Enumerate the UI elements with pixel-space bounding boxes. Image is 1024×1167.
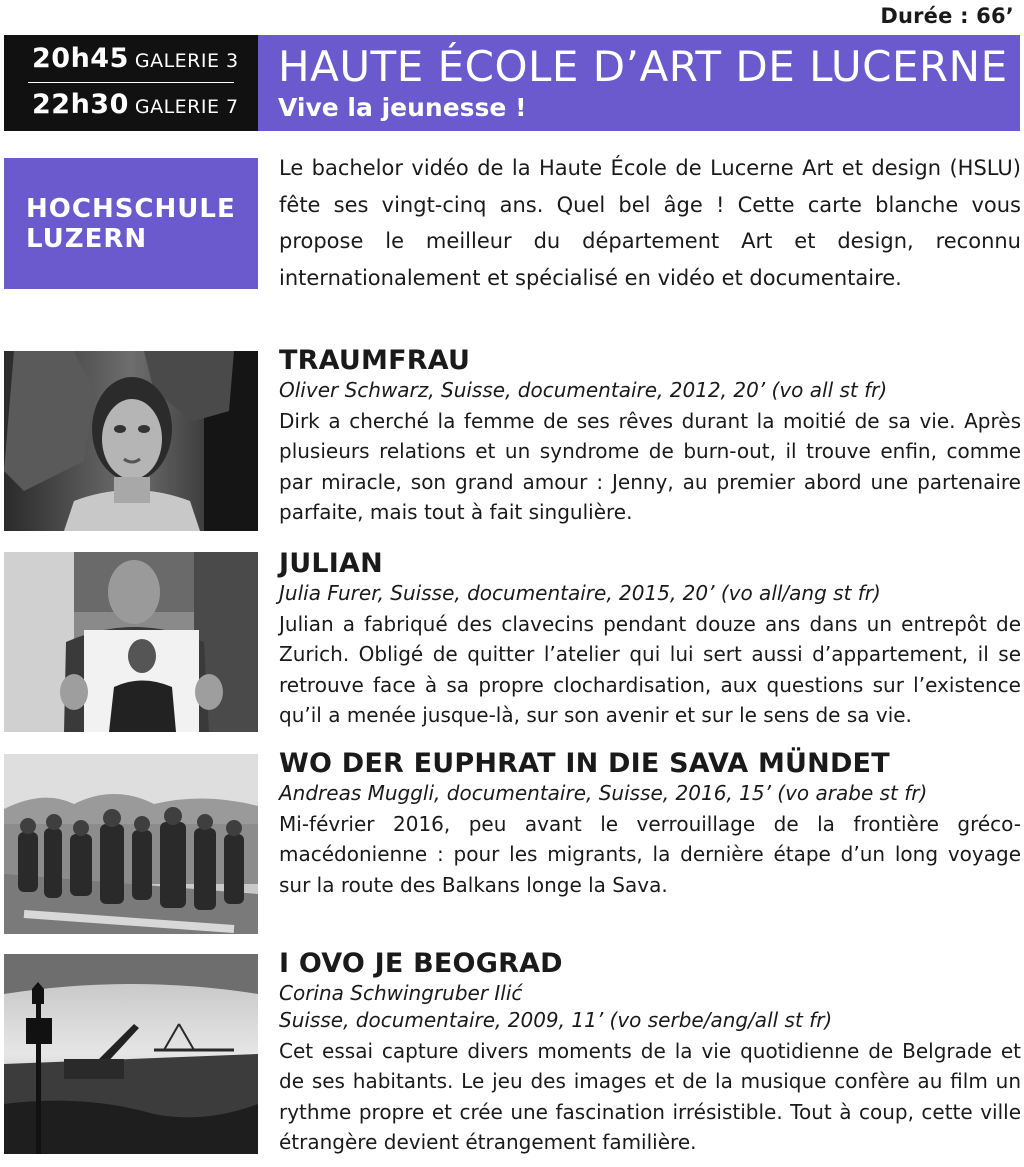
program-title: HAUTE ÉCOLE D’ART DE LUCERNE: [278, 42, 1008, 91]
duration-label: Durée : 66’: [880, 4, 1014, 28]
film-description: Dirk a cherché la femme de ses rêves durant la moitié de sa vie. Après plusieurs relations et un syndrome de burn-out, il trouve enfin, comme par miracle, son grand amour : Jenny, au premier abord une partenaire parfaite, mais tout à fait singulière.: [279, 409, 1021, 524]
session-gallery: GALERIE 3: [134, 50, 239, 72]
film-description: Mi-février 2016, peu avant le verrouillage de la frontière gréco-macédonienne : pour les migrants, la dernière étape d’un long voyage sur la route des Balkans longe la Sava.: [279, 812, 1021, 897]
film-text: [279, 948, 1021, 1157]
film-title: TRAUMFRAU: [279, 345, 471, 376]
intro-paragraph: Le bachelor vidéo de la Haute École de Lucerne Art et design (HSLU) fête ses vingt-cinq ans. Quel bel âge ! Cette carte blanche vous propose le meilleur du département Art et design, reconnu internationalement et spécialisé en vidéo et documentaire.: [279, 156, 1021, 290]
film-still-image: [4, 351, 258, 531]
film-credit: Julia Furer, Suisse, documentaire, 2015, 20’ (vo all/ang st fr): [279, 581, 881, 605]
film-still: [4, 954, 258, 1154]
film-title: JULIAN: [279, 548, 383, 579]
film-still-image: [4, 552, 258, 732]
program-subtitle: Vive la jeunesse !: [278, 93, 527, 122]
logo-line-2: LUZERN: [26, 224, 148, 254]
program-header: [258, 35, 1020, 131]
schedule-divider: [28, 82, 234, 83]
film-still: [4, 351, 258, 531]
film-still-image: [4, 954, 258, 1154]
film-description: Cet essai capture divers moments de la vie quotidienne de Belgrade et de ses habitants. Le jeu des images et de la musique confère au film un rythme propre et crée une fascination irrésistible. Tout à coup, cette ville étrangère devient étrangement familière.: [279, 1039, 1021, 1154]
schedule-box: [4, 35, 258, 131]
film-credit: Corina Schwingruber Ilić: [279, 981, 523, 1005]
session-row: [32, 43, 239, 74]
session-row: [32, 89, 239, 120]
film-credit-line-2: Suisse, documentaire, 2009, 11’ (vo serbe/ang/all st fr): [279, 1008, 833, 1032]
film-text: [279, 748, 1021, 900]
film-title: WO DER EUPHRAT IN DIE SAVA MÜNDET: [279, 748, 890, 779]
film-description: Julian a fabriqué des clavecins pendant douze ans dans un entrepôt de Zurich. Obligé de quitter l’atelier qui lui sert aussi d’appartement, il se retrouve face à sa propre clochardisation, aux questions sur l’existence qu’il a menée jusque-là, sur son avenir et sur le sens de sa vie.: [279, 612, 1021, 727]
film-still: [4, 754, 258, 934]
film-title: I OVO JE BEOGRAD: [279, 948, 563, 979]
session-time: 20h45: [32, 43, 129, 74]
film-text: [279, 548, 1021, 730]
session-gallery: GALERIE 7: [134, 96, 239, 118]
logo-line-1: HOCHSCHULE: [26, 194, 236, 224]
film-credit: Oliver Schwarz, Suisse, documentaire, 2012, 20’ (vo all st fr): [279, 378, 888, 402]
film-still: [4, 552, 258, 732]
school-logo: [4, 158, 258, 289]
film-text: [279, 345, 1021, 527]
film-still-image: [4, 754, 258, 934]
film-credit: Andreas Muggli, documentaire, Suisse, 2016, 15’ (vo arabe st fr): [279, 781, 928, 805]
session-time: 22h30: [32, 89, 129, 120]
